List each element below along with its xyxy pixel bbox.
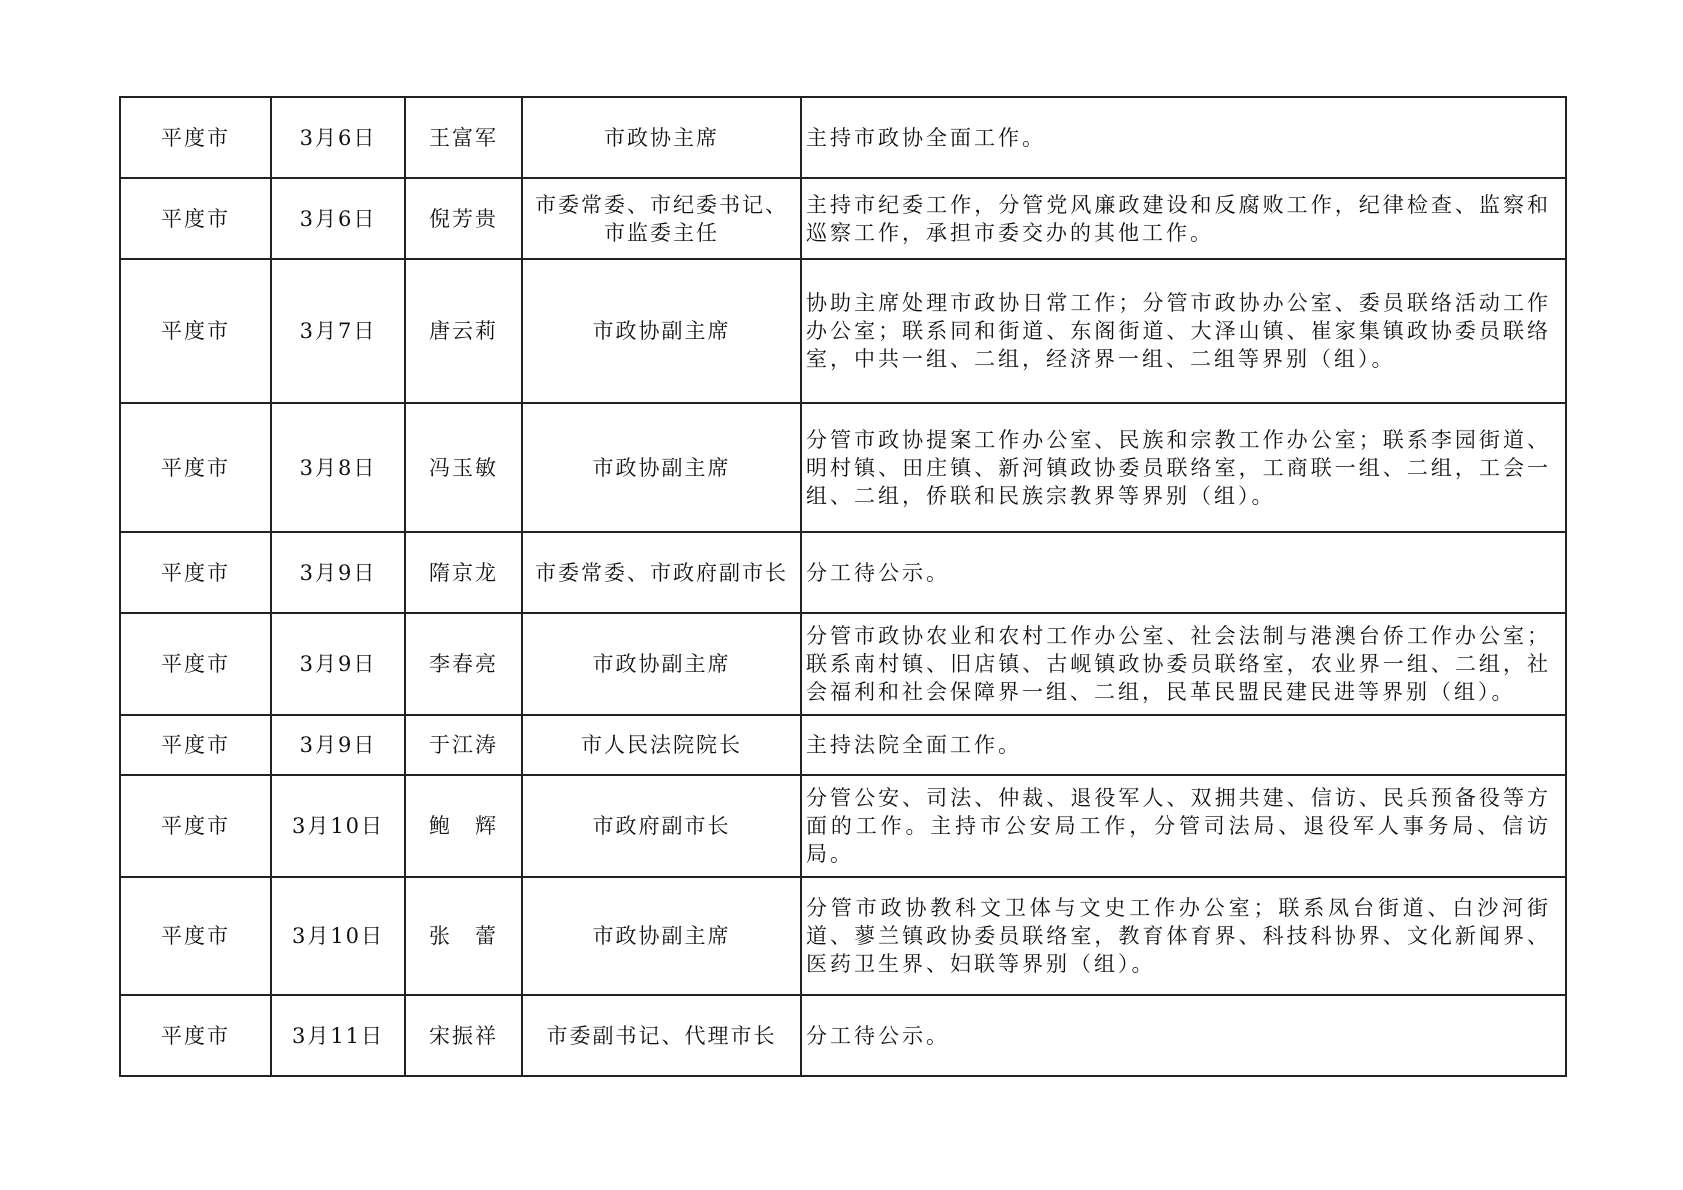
table-row [120, 613, 1566, 715]
date-cell: 3月9日 [271, 613, 405, 715]
city-cell: 平度市 [120, 877, 271, 995]
duties-cell: 分工待公示。 [801, 532, 1566, 613]
table-row [120, 97, 1566, 178]
name-cell: 王富军 [405, 97, 522, 178]
table-row [120, 715, 1566, 775]
duties-cell: 分管市政协农业和农村工作办公室、社会法制与港澳台侨工作办公室；联系南村镇、旧店镇、古岘镇政协委员联络室，农业界一组、二组，社会福利和社会保障界一组、二组，民革民盟民建民进等界别（组）。 [801, 613, 1566, 715]
position-cell: 市政协副主席 [522, 877, 801, 995]
duties-cell: 主持市政协全面工作。 [801, 97, 1566, 178]
table-row [120, 259, 1566, 403]
date-cell: 3月9日 [271, 532, 405, 613]
position-cell: 市委副书记、代理市长 [522, 995, 801, 1076]
name-cell: 隋京龙 [405, 532, 522, 613]
duties-cell: 分管市政协提案工作办公室、民族和宗教工作办公室；联系李园街道、明村镇、田庄镇、新河镇政协委员联络室，工商联一组、二组，工会一组、二组，侨联和民族宗教界等界别（组）。 [801, 403, 1566, 532]
date-cell: 3月7日 [271, 259, 405, 403]
city-cell: 平度市 [120, 715, 271, 775]
position-cell: 市政协副主席 [522, 613, 801, 715]
city-cell: 平度市 [120, 97, 271, 178]
date-cell: 3月9日 [271, 715, 405, 775]
name-cell: 李春亮 [405, 613, 522, 715]
date-cell: 3月8日 [271, 403, 405, 532]
table-row [120, 877, 1566, 995]
duties-cell: 主持市纪委工作，分管党风廉政建设和反腐败工作，纪律检查、监察和巡察工作，承担市委交办的其他工作。 [801, 178, 1566, 259]
name-cell: 唐云莉 [405, 259, 522, 403]
duties-cell: 主持法院全面工作。 [801, 715, 1566, 775]
position-cell: 市政协副主席 [522, 403, 801, 532]
date-cell: 3月10日 [271, 877, 405, 995]
table-row [120, 403, 1566, 532]
table-row [120, 532, 1566, 613]
table-row [120, 995, 1566, 1076]
position-cell: 市委常委、市纪委书记、市监委主任 [522, 178, 801, 259]
duties-cell: 分工待公示。 [801, 995, 1566, 1076]
name-cell: 冯玉敏 [405, 403, 522, 532]
duties-cell: 分管市政协教科文卫体与文史工作办公室；联系凤台街道、白沙河街道、蓼兰镇政协委员联络室，教育体育界、科技科协界、文化新闻界、医药卫生界、妇联等界别（组）。 [801, 877, 1566, 995]
city-cell: 平度市 [120, 178, 271, 259]
city-cell: 平度市 [120, 775, 271, 877]
position-cell: 市委常委、市政府副市长 [522, 532, 801, 613]
table-row [120, 178, 1566, 259]
table-row [120, 775, 1566, 877]
position-cell: 市政协主席 [522, 97, 801, 178]
city-cell: 平度市 [120, 259, 271, 403]
city-cell: 平度市 [120, 613, 271, 715]
name-cell: 张 蕾 [405, 877, 522, 995]
city-cell: 平度市 [120, 403, 271, 532]
city-cell: 平度市 [120, 995, 271, 1076]
city-cell: 平度市 [120, 532, 271, 613]
date-cell: 3月6日 [271, 178, 405, 259]
position-cell: 市政府副市长 [522, 775, 801, 877]
name-cell: 于江涛 [405, 715, 522, 775]
name-cell: 鲍 辉 [405, 775, 522, 877]
date-cell: 3月11日 [271, 995, 405, 1076]
duties-cell: 协助主席处理市政协日常工作；分管市政协办公室、委员联络活动工作办公室；联系同和街道、东阁街道、大泽山镇、崔家集镇政协委员联络室，中共一组、二组，经济界一组、二组等界别（组）。 [801, 259, 1566, 403]
appointment-table [119, 96, 1567, 1077]
name-cell: 宋振祥 [405, 995, 522, 1076]
name-cell: 倪芳贵 [405, 178, 522, 259]
date-cell: 3月10日 [271, 775, 405, 877]
date-cell: 3月6日 [271, 97, 405, 178]
position-cell: 市人民法院院长 [522, 715, 801, 775]
duties-cell: 分管公安、司法、仲裁、退役军人、双拥共建、信访、民兵预备役等方面的工作。主持市公安局工作，分管司法局、退役军人事务局、信访局。 [801, 775, 1566, 877]
position-cell: 市政协副主席 [522, 259, 801, 403]
